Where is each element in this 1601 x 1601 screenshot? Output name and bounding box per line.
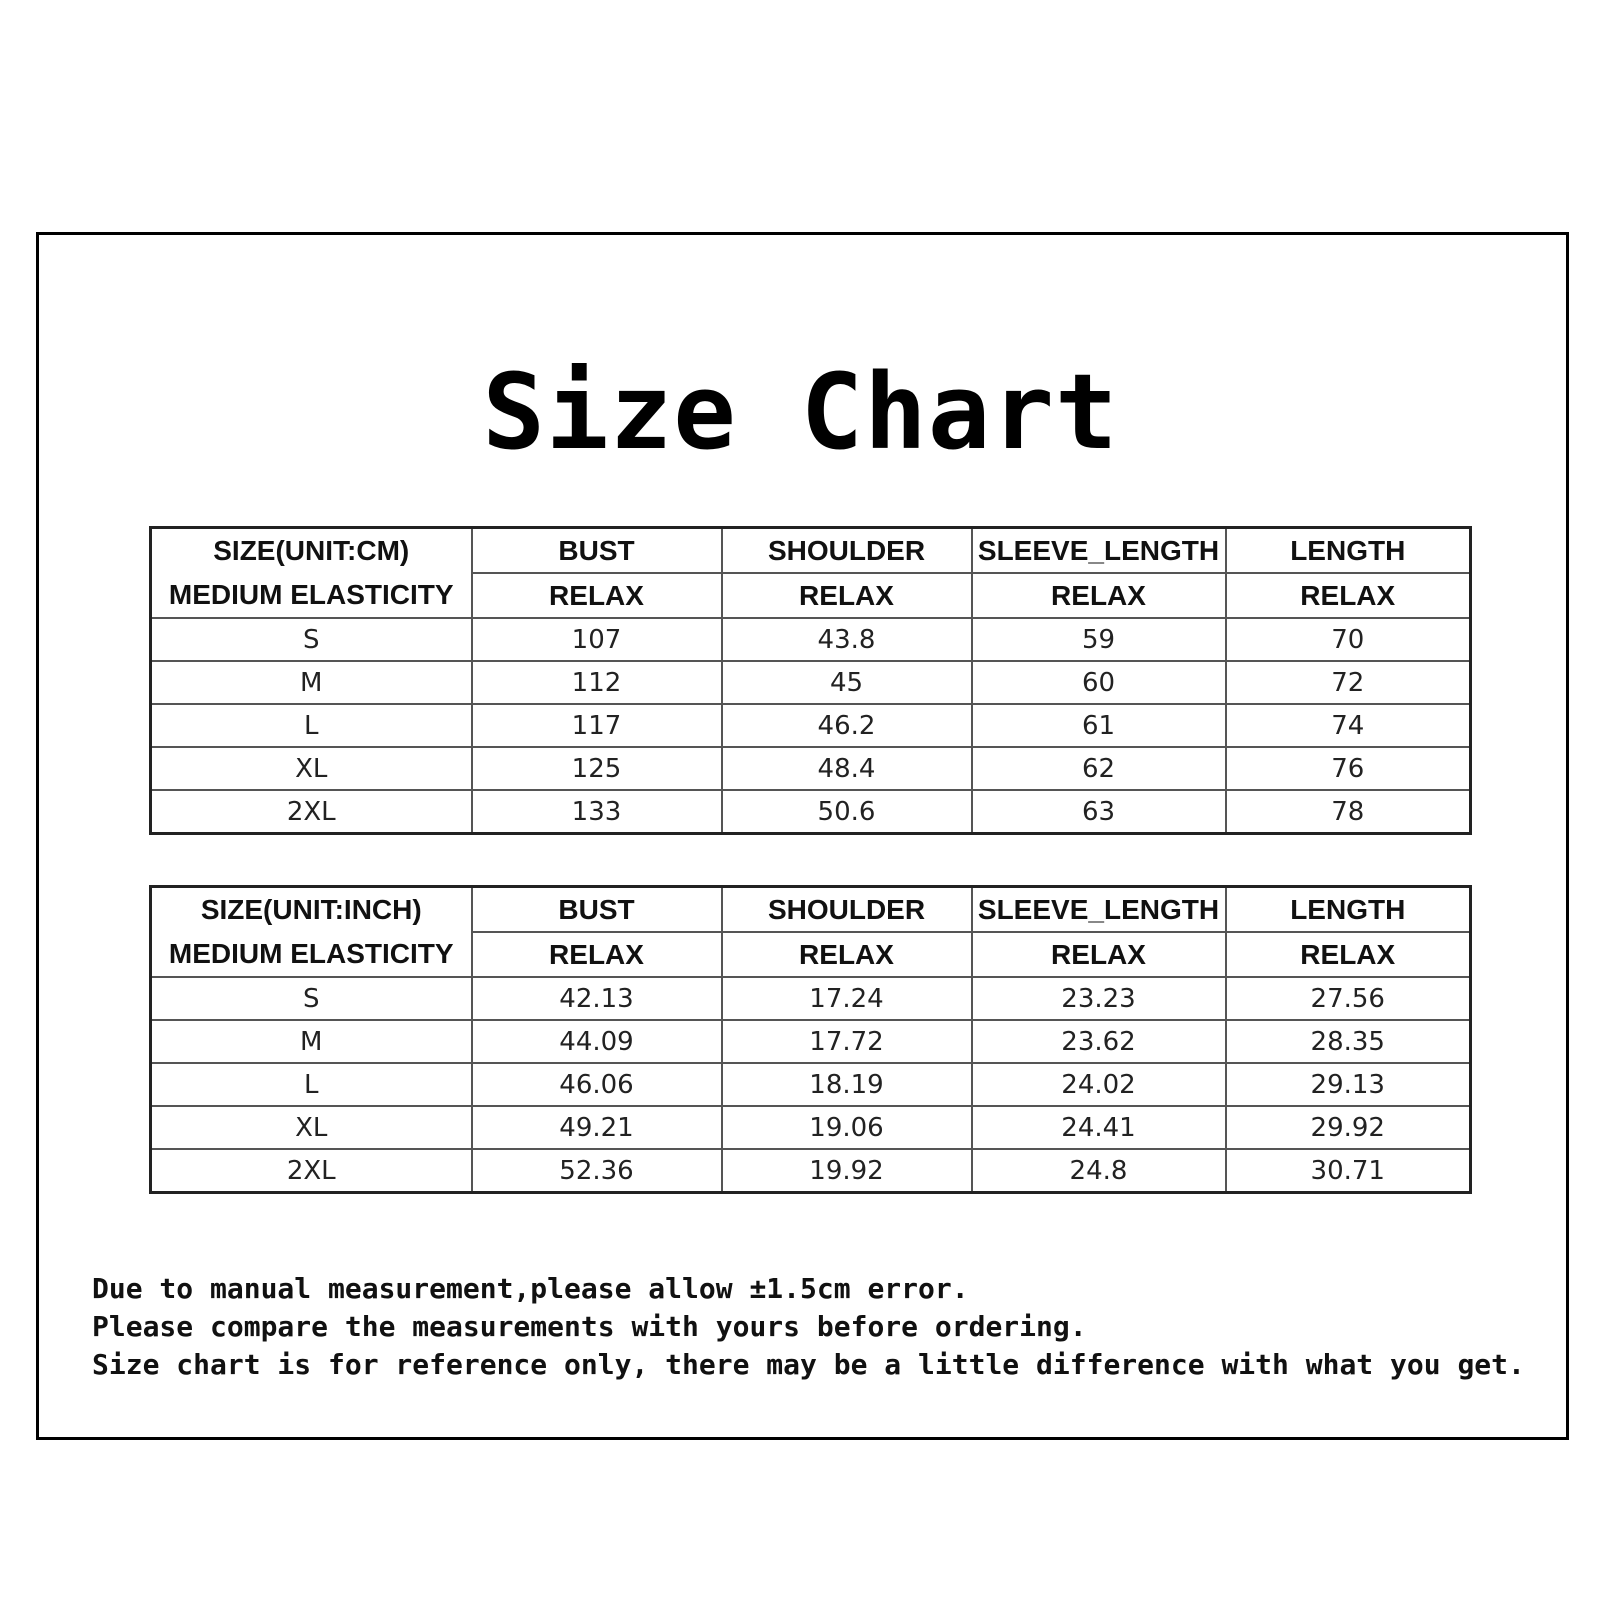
table-row <box>151 618 1471 661</box>
subheader-relax: RELAX <box>472 932 722 977</box>
table-cell: 76 <box>1226 747 1471 790</box>
subheader-relax: RELAX <box>1226 932 1471 977</box>
table-row <box>151 661 1471 704</box>
table-cell: 19.92 <box>722 1149 972 1193</box>
elasticity-label: MEDIUM ELASTICITY <box>168 579 454 610</box>
table-row <box>151 1020 1471 1063</box>
table-cell: 19.06 <box>722 1106 972 1149</box>
table-cell: 72 <box>1226 661 1471 704</box>
table-cell: 24.41 <box>972 1106 1226 1149</box>
table-row <box>151 1106 1471 1149</box>
column-header-shoulder: SHOULDER <box>722 528 972 574</box>
table-cell: 117 <box>472 704 722 747</box>
note-line: Please compare the measurements with yours before ordering. <box>92 1310 1087 1343</box>
subheader-relax: RELAX <box>722 573 972 618</box>
table-cell: 27.56 <box>1226 977 1471 1020</box>
size-cell: XL <box>151 1106 472 1149</box>
size-table-cm <box>149 526 1472 835</box>
table-row <box>151 1063 1471 1106</box>
table-cell: 46.2 <box>722 704 972 747</box>
table-cell: 46.06 <box>472 1063 722 1106</box>
table-row <box>151 977 1471 1020</box>
table-cell: 48.4 <box>722 747 972 790</box>
size-cell: XL <box>151 747 472 790</box>
table-cell: 23.23 <box>972 977 1226 1020</box>
table-cell: 49.21 <box>472 1106 722 1149</box>
table-cell: 30.71 <box>1226 1149 1471 1193</box>
column-header-sleeve-length: SLEEVE_LENGTH <box>972 528 1226 574</box>
table-row <box>151 704 1471 747</box>
table-cell: 17.72 <box>722 1020 972 1063</box>
subheader-relax: RELAX <box>472 573 722 618</box>
note-line: Size chart is for reference only, there may be a little difference with what you get. <box>92 1348 1525 1381</box>
table-cell: 78 <box>1226 790 1471 834</box>
size-table-inch <box>149 885 1472 1194</box>
subheader-relax: RELAX <box>972 932 1226 977</box>
elasticity-label: MEDIUM ELASTICITY <box>168 938 454 969</box>
size-cell: S <box>151 977 472 1020</box>
subheader-relax: RELAX <box>722 932 972 977</box>
size-cell: L <box>151 704 472 747</box>
table-cell: 70 <box>1226 618 1471 661</box>
size-unit-label: SIZE(UNIT:CM) <box>213 535 410 566</box>
table-header-row <box>151 528 1471 574</box>
size-unit-label: SIZE(UNIT:INCH) <box>200 894 422 925</box>
table-header-row <box>151 887 1471 933</box>
table-cell: 24.8 <box>972 1149 1226 1193</box>
subheader-relax: RELAX <box>972 573 1226 618</box>
size-cell: M <box>151 661 472 704</box>
column-header-length: LENGTH <box>1226 887 1471 933</box>
column-header-bust: BUST <box>472 887 722 933</box>
table-cell: 43.8 <box>722 618 972 661</box>
table-cell: 62 <box>972 747 1226 790</box>
size-cell: L <box>151 1063 472 1106</box>
size-cell: S <box>151 618 472 661</box>
table-cell: 18.19 <box>722 1063 972 1106</box>
page-title: Size Chart <box>482 351 1119 473</box>
column-header-length: LENGTH <box>1226 528 1471 574</box>
table-cell: 52.36 <box>472 1149 722 1193</box>
table-row <box>151 1149 1471 1193</box>
size-cell: M <box>151 1020 472 1063</box>
table-cell: 133 <box>472 790 722 834</box>
table-cell: 17.24 <box>722 977 972 1020</box>
table-row <box>151 790 1471 834</box>
table-cell: 23.62 <box>972 1020 1226 1063</box>
table-cell: 44.09 <box>472 1020 722 1063</box>
table-cell: 63 <box>972 790 1226 834</box>
subheader-relax: RELAX <box>1226 573 1471 618</box>
size-header-cell <box>151 887 472 978</box>
table-cell: 50.6 <box>722 790 972 834</box>
column-header-bust: BUST <box>472 528 722 574</box>
table-cell: 42.13 <box>472 977 722 1020</box>
table-cell: 59 <box>972 618 1226 661</box>
table-cell: 60 <box>972 661 1226 704</box>
table-cell: 107 <box>472 618 722 661</box>
table-cell: 125 <box>472 747 722 790</box>
note-line: Due to manual measurement,please allow ±1.5cm error. <box>92 1272 969 1305</box>
table-cell: 74 <box>1226 704 1471 747</box>
size-header-cell <box>151 528 472 619</box>
size-cell: 2XL <box>151 1149 472 1193</box>
column-header-sleeve-length: SLEEVE_LENGTH <box>972 887 1226 933</box>
table-cell: 61 <box>972 704 1226 747</box>
table-cell: 24.02 <box>972 1063 1226 1106</box>
table-cell: 29.13 <box>1226 1063 1471 1106</box>
table-cell: 28.35 <box>1226 1020 1471 1063</box>
column-header-shoulder: SHOULDER <box>722 887 972 933</box>
measurement-notes <box>92 1270 1525 1384</box>
table-cell: 29.92 <box>1226 1106 1471 1149</box>
table-row <box>151 747 1471 790</box>
table-cell: 45 <box>722 661 972 704</box>
table-cell: 112 <box>472 661 722 704</box>
size-cell: 2XL <box>151 790 472 834</box>
